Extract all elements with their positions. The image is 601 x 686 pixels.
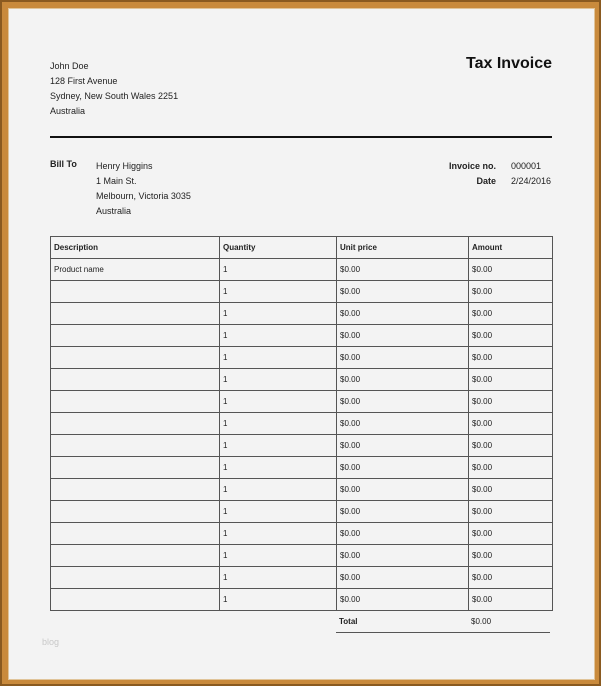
cell-unit-price: $0.00: [337, 413, 469, 435]
cell-quantity: 1: [220, 391, 337, 413]
cell-quantity: 1: [220, 369, 337, 391]
cell-unit-price: $0.00: [337, 523, 469, 545]
cell-description: [51, 567, 220, 589]
cell-unit-price: $0.00: [337, 369, 469, 391]
cell-quantity: 1: [220, 501, 337, 523]
column-header-unit-price: Unit price: [337, 237, 469, 259]
invoice-number-label: Invoice no.: [448, 161, 496, 171]
column-header-quantity: Quantity: [220, 237, 337, 259]
cell-amount: $0.00: [469, 391, 553, 413]
cell-description: [51, 457, 220, 479]
cell-unit-price: $0.00: [337, 479, 469, 501]
cell-quantity: 1: [220, 435, 337, 457]
invoice-number-row: [428, 159, 551, 174]
table-row: [51, 259, 553, 281]
cell-quantity: 1: [220, 325, 337, 347]
cell-unit-price: $0.00: [337, 545, 469, 567]
cell-quantity: 1: [220, 567, 337, 589]
cell-amount: $0.00: [469, 259, 553, 281]
column-header-amount: Amount: [469, 237, 553, 259]
table-row: [51, 567, 553, 589]
cell-description: [51, 325, 220, 347]
cell-quantity: 1: [220, 281, 337, 303]
document-title: Tax Invoice: [466, 55, 552, 72]
customer-street: 1 Main St.: [96, 176, 137, 186]
cell-description: [51, 479, 220, 501]
cell-description: [51, 369, 220, 391]
cell-quantity: 1: [220, 457, 337, 479]
cell-unit-price: $0.00: [337, 347, 469, 369]
cell-amount: $0.00: [469, 589, 553, 611]
cell-amount: $0.00: [469, 435, 553, 457]
bill-to-address: [96, 159, 191, 219]
header-divider: [50, 136, 552, 138]
cell-description: [51, 501, 220, 523]
bill-to-label: Bill To: [50, 159, 77, 169]
customer-name: Henry Higgins: [96, 161, 153, 171]
table-body: [51, 259, 553, 611]
table-row: [51, 501, 553, 523]
cell-amount: $0.00: [469, 413, 553, 435]
cell-description: [51, 589, 220, 611]
table-header-row: [51, 237, 553, 259]
cell-description: [51, 303, 220, 325]
customer-country: Australia: [96, 206, 132, 216]
cell-description: [51, 281, 220, 303]
line-items-table: [50, 236, 553, 611]
table-row: [51, 523, 553, 545]
cell-quantity: 1: [220, 259, 337, 281]
total-row: [336, 610, 550, 633]
cell-amount: $0.00: [469, 281, 553, 303]
cell-description: [51, 523, 220, 545]
watermark: blog: [42, 637, 60, 647]
customer-city: Melbourn, Victoria 3035: [96, 191, 191, 201]
total-label: Total: [339, 617, 358, 626]
table-row: [51, 589, 553, 611]
cell-unit-price: $0.00: [337, 457, 469, 479]
table-row: [51, 545, 553, 567]
cell-amount: $0.00: [469, 545, 553, 567]
invoice-date-row: [428, 174, 551, 189]
sender-city: Sydney, New South Wales 2251: [50, 91, 179, 101]
table-row: [51, 413, 553, 435]
invoice-date-label: Date: [476, 176, 496, 186]
table-row: [51, 347, 553, 369]
cell-amount: $0.00: [469, 501, 553, 523]
total-value: $0.00: [471, 617, 492, 626]
cell-unit-price: $0.00: [337, 435, 469, 457]
cell-description: [51, 435, 220, 457]
sender-country: Australia: [50, 106, 86, 116]
sender-street: 128 First Avenue: [50, 76, 118, 86]
cell-unit-price: $0.00: [337, 281, 469, 303]
cell-unit-price: $0.00: [337, 589, 469, 611]
cell-quantity: 1: [220, 479, 337, 501]
invoice-number-value: 000001: [511, 161, 542, 171]
cell-unit-price: $0.00: [337, 303, 469, 325]
cell-quantity: 1: [220, 413, 337, 435]
column-header-description: Description: [51, 237, 220, 259]
invoice-meta: [428, 159, 551, 189]
cell-description: [51, 545, 220, 567]
cell-quantity: 1: [220, 347, 337, 369]
table-row: [51, 281, 553, 303]
cell-description: [51, 347, 220, 369]
cell-unit-price: $0.00: [337, 325, 469, 347]
table-row: [51, 369, 553, 391]
cell-amount: $0.00: [469, 325, 553, 347]
sender-name: John Doe: [50, 61, 89, 71]
cell-unit-price: $0.00: [337, 391, 469, 413]
table-row: [51, 479, 553, 501]
invoice-page: [8, 8, 595, 680]
cell-quantity: 1: [220, 303, 337, 325]
table-row: [51, 435, 553, 457]
table-row: [51, 391, 553, 413]
cell-amount: $0.00: [469, 523, 553, 545]
cell-description: Product name: [51, 259, 220, 281]
table-row: [51, 457, 553, 479]
cell-amount: $0.00: [469, 479, 553, 501]
cell-quantity: 1: [220, 589, 337, 611]
cell-amount: $0.00: [469, 567, 553, 589]
cell-unit-price: $0.00: [337, 501, 469, 523]
cell-description: [51, 413, 220, 435]
cell-amount: $0.00: [469, 347, 553, 369]
cell-amount: $0.00: [469, 369, 553, 391]
sender-address: [50, 59, 178, 119]
table-row: [51, 303, 553, 325]
cell-amount: $0.00: [469, 457, 553, 479]
cell-description: [51, 391, 220, 413]
cell-amount: $0.00: [469, 303, 553, 325]
cell-quantity: 1: [220, 545, 337, 567]
cell-quantity: 1: [220, 523, 337, 545]
table-row: [51, 325, 553, 347]
cell-unit-price: $0.00: [337, 259, 469, 281]
cell-unit-price: $0.00: [337, 567, 469, 589]
invoice-date-value: 2/24/2016: [511, 176, 552, 186]
